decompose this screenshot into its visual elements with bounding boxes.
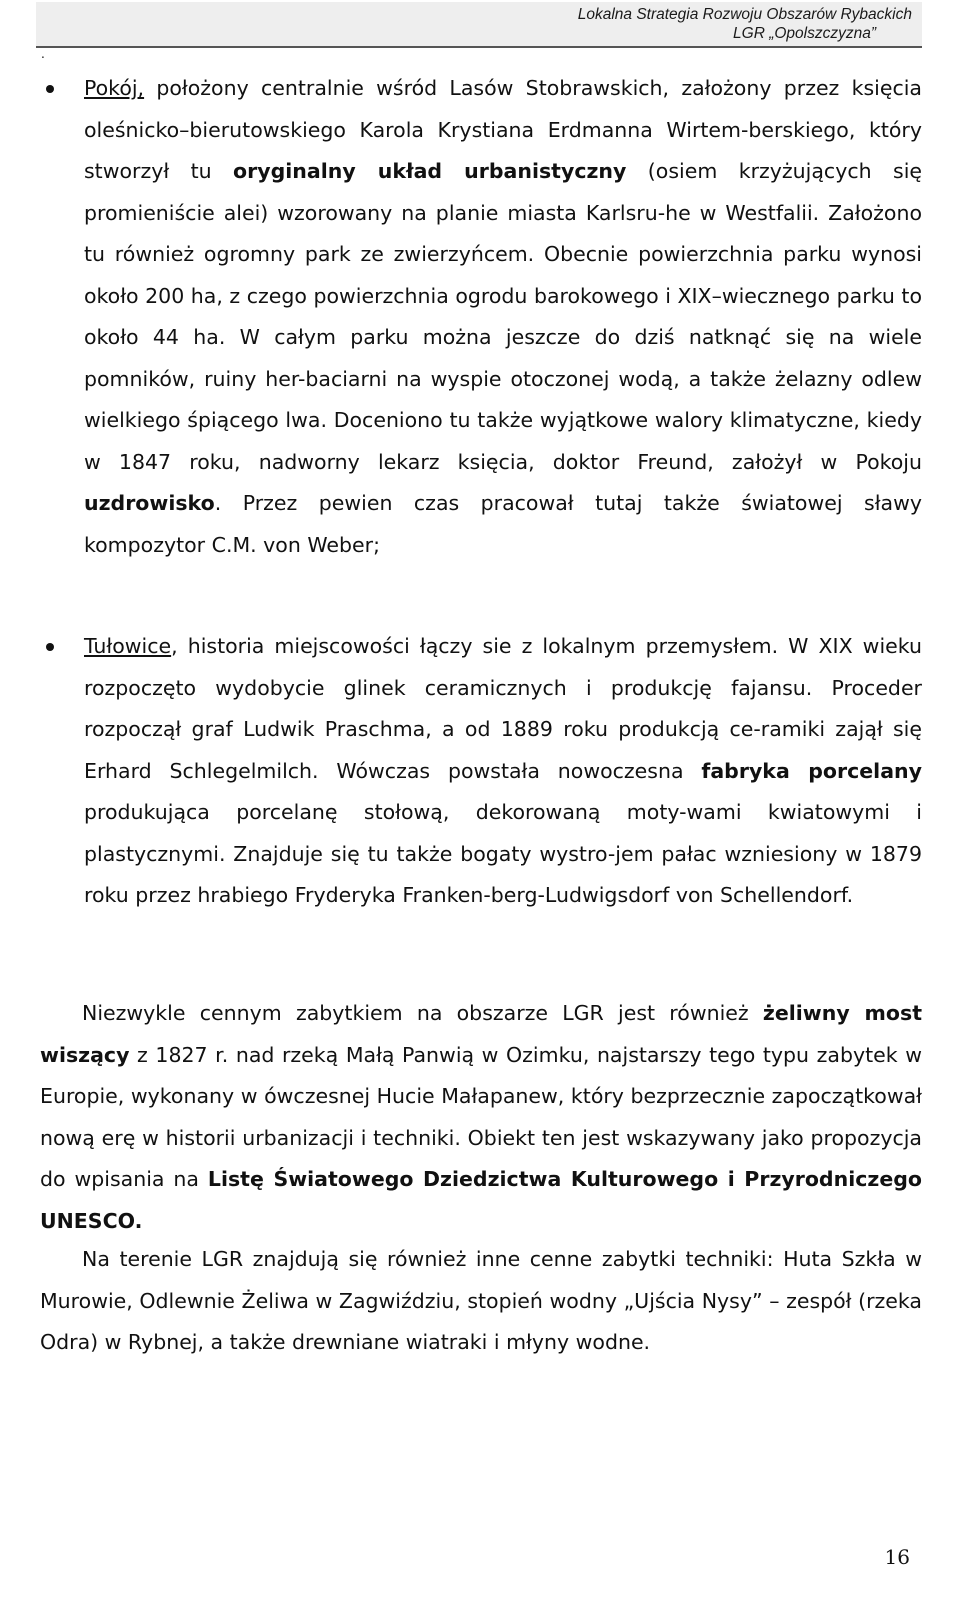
header-subtitle: LGR „Opolszczyzna” — [733, 25, 876, 42]
bold-phrase: Listę Światowego Dziedzictwa Kulturowego i Przyrodniczego UNESCO. — [40, 1167, 922, 1233]
bold-phrase: oryginalny układ urbanistyczny — [233, 159, 627, 183]
bullet-text: (osiem krzyżujących się promieniście alei) wzorowany na planie miasta Karlsru-he w Westfalii. Założono tu również ogromny park ze zwierzyńcem. Obecnie powierzchnia parku wynosi około 200 ha, z czego powierzchnia ogrodu barokowego i XIX–wiecznego parku to około 44 ha. W całym parku można jeszcze do dziś natknąć się na wiele pomników, ruiny her-baciarni na wyspie otoczonej wodą, a także żelazny odlew wielkiego śpiącego lwa. Doceniono tu także wyjątkowe walory klimatyczne, kiedy w 1847 roku, nadworny lekarz księcia, doktor Freund, założył w Pokoju — [84, 159, 923, 474]
bullet-text: , historia miejscowości łączy sie z lokalnym przemysłem. W XIX wieku rozpoczęto wydobycie glinek ceramicznych i produkcję fajansu. Proceder rozpoczął graf Ludwik Praschma, a od 1889 roku produkcją ce-ramiki zajął się Erhard Schlegelmilch. Wówczas powstała nowoczesna — [84, 634, 922, 783]
place-name: Tułowice — [84, 634, 172, 658]
bullet-item-tulowice — [84, 626, 922, 917]
header-title: Lokalna Strategia Rozwoju Obszarów Rybackich — [577, 6, 912, 23]
paragraph-text: z 1827 r. nad rzeką Małą Panwią w Ozimku, najstarszy tego typu zabytek w Europie, wykonany w ówczesnej Hucie Małapanew, który bezprzecznie zapoczątkował nową erę w historii urbanizacji i techniki. Obiekt ten jest wskazywany jako propozycja do wpisania na — [40, 1042, 922, 1191]
bold-phrase: żeliwny most wiszący — [40, 1001, 923, 1067]
bullet-text: . Przez pewien czas pracował tutaj także światowej sławy kompozytor C.M. von Weber; — [84, 491, 922, 557]
bold-phrase: fabryka porcelany — [701, 758, 922, 783]
page-number: 16 — [884, 1545, 910, 1569]
place-name: Pokój, — [84, 76, 145, 100]
bullet-icon — [46, 85, 54, 93]
paragraph-most — [40, 993, 922, 1242]
stray-mark: . — [41, 47, 45, 61]
paragraph-text: Niezwykle cennym zabytkiem na obszarze LGR jest również — [82, 1001, 763, 1025]
bullet-icon — [46, 643, 54, 651]
bullet-item-pokoj — [84, 68, 922, 566]
bullet-text: produkująca porcelanę stołową, dekorowaną moty-wami kwiatowymi i plastycznymi. Znajduje się tu także bogaty wystro-jem pałac wzniesiony w 1879 roku przez hrabiego Fryderyka Franken-berg-Ludwigsdorf von Schellendorf. — [84, 800, 922, 907]
bullet-text: położony centralnie wśród Lasów Stobrawskich, założony przez księcia oleśnicko–bierutowskiego Karola Krystiana Erdmanna Wirtem-berskiego, który stworzył tu — [84, 76, 922, 183]
bold-phrase: uzdrowisko — [84, 491, 215, 515]
paragraph-text: Na terenie LGR znajdują się również inne cenne zabytki techniki: Huta Szkła w Murowie, Odlewnie Żeliwa w Zagwiździu, stopień wodny „Ujścia Nysy” – zespół (rzeka Odra) w Rybnej, a także drewniane wiatraki i młyny wodne. — [40, 1247, 922, 1354]
paragraph-zabytki — [40, 1239, 922, 1364]
page-header — [36, 2, 922, 48]
